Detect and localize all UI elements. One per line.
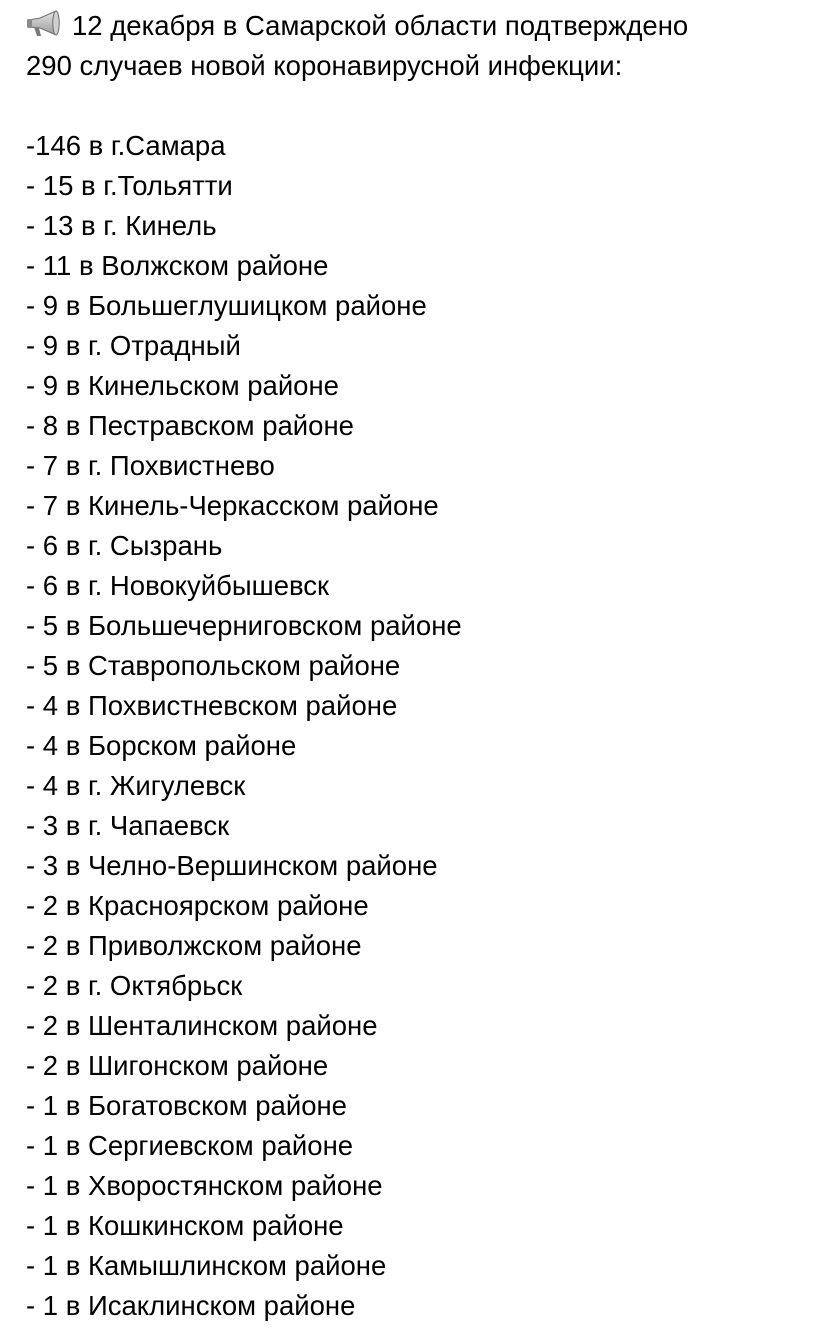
- list-item: - 1 в Кошкинском районе: [26, 1210, 344, 1241]
- list-item: - 13 в г. Кинель: [26, 210, 217, 241]
- list-item: - 2 в Шенталинском районе: [26, 1010, 378, 1041]
- list-item: - 8 в Пестравском районе: [26, 410, 354, 441]
- list-item: - 6 в г. Новокуйбышевск: [26, 570, 330, 601]
- list-item: - 6 в г. Сызрань: [26, 530, 223, 561]
- headline-line-2: 290 случаев новой коронавирусной инфекции:: [26, 50, 623, 81]
- list-item: - 15 в г.Тольятти: [26, 170, 233, 201]
- list-item: - 1 в Сергиевском районе: [26, 1130, 354, 1161]
- list-item: - 3 в Челно-Вершинском районе: [26, 850, 438, 881]
- list-item: - 2 в г. Октябрьск: [26, 970, 243, 1001]
- headline-line-1: [26, 6, 804, 46]
- list-item: - 4 в Борском районе: [26, 730, 297, 761]
- list-item: - 7 в г. Похвистнево: [26, 450, 275, 481]
- case-list: [26, 126, 804, 1326]
- list-item: - 9 в г. Отрадный: [26, 330, 241, 361]
- list-item: - 5 в Большечерниговском районе: [26, 610, 462, 641]
- list-item: - 2 в Шигонском районе: [26, 1050, 329, 1081]
- list-item: - 7 в Кинель-Черкасском районе: [26, 490, 439, 521]
- headline-text-1: 12 декабря в Самарской области подтверждено: [72, 10, 689, 41]
- list-item: - 5 в Ставропольском районе: [26, 650, 401, 681]
- list-item: - 4 в г. Жигулевск: [26, 770, 246, 801]
- list-item: - 11 в Волжском районе: [26, 250, 329, 281]
- list-item: - 2 в Приволжском районе: [26, 930, 362, 961]
- list-item: - 4 в Похвистневском районе: [26, 690, 398, 721]
- list-item: - 3 в г. Чапаевск: [26, 810, 230, 841]
- list-item: - 2 в Красноярском районе: [26, 890, 369, 921]
- list-item: - 1 в Исаклинском районе: [26, 1290, 356, 1321]
- list-item: - 9 в Кинельском районе: [26, 370, 339, 401]
- megaphone-icon: [26, 9, 64, 39]
- list-item: - 1 в Хворостянском районе: [26, 1170, 383, 1201]
- post-headline: [26, 6, 804, 86]
- list-item: - 1 в Богатовском районе: [26, 1090, 347, 1121]
- list-item: - 9 в Большеглушицком районе: [26, 290, 427, 321]
- list-item: -146 в г.Самара: [26, 130, 226, 161]
- list-item: - 1 в Камышлинском районе: [26, 1250, 387, 1281]
